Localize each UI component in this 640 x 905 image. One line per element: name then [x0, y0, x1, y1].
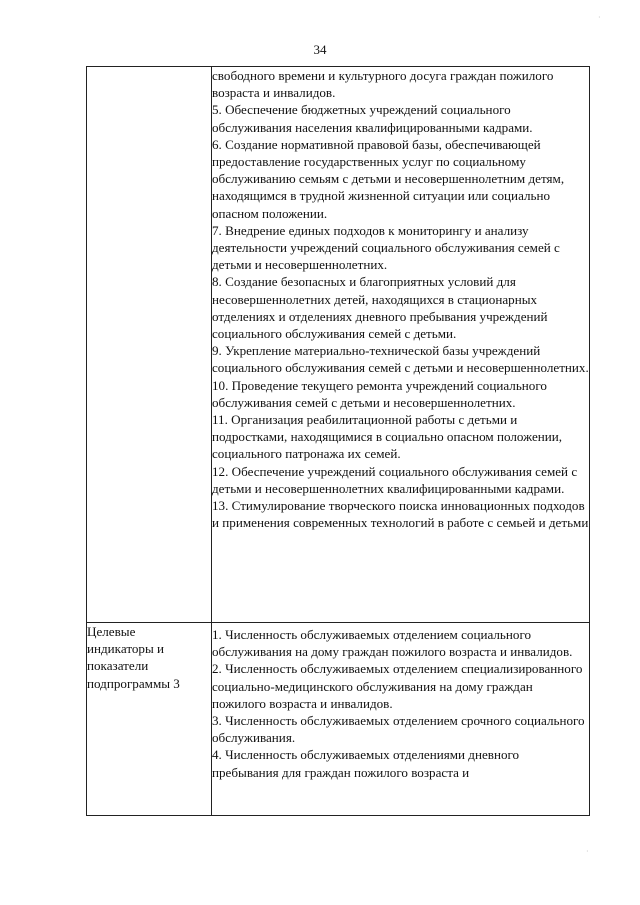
list-item: 12. Обеспечение учреждений социального обслуживания семей с детьми и несовершеннолетних квалифицированными кадрами.: [212, 463, 578, 496]
indicators-list-cell: [212, 623, 590, 816]
list-item: 13. Стимулирование творческого поиска инновационных подходов и применения современных технологий в работе с семьей и детьми: [212, 498, 589, 531]
list-item: 9. Укрепление материально-технической базы учреждений социального обслуживания семей с детьми и несовершеннолетних.: [212, 343, 589, 376]
tasks-list-cell: [212, 67, 590, 623]
row-label-cell: [87, 67, 212, 623]
row-label-line: Целевые: [87, 624, 136, 639]
program-table: [86, 66, 590, 816]
row-label-cell: [87, 623, 212, 816]
list-item: 4. Численность обслуживаемых отделениями дневного пребывания для граждан пожилого возраста и: [212, 747, 520, 780]
list-item: 1. Численность обслуживаемых отделением социального обслуживания на дому граждан пожилого возраста и инвалидов.: [212, 627, 573, 660]
row-label-line: показатели: [87, 658, 149, 674]
list-item: 10. Проведение текущего ремонта учреждений социального обслуживания семей с детьми и несовершеннолетних.: [212, 377, 547, 410]
page-number: 34: [313, 42, 327, 57]
row-label-line: подпрограммы 3: [87, 675, 180, 691]
list-item: 6. Создание нормативной правовой базы, обеспечивающей предоставление государственных услуг по социальному обслуживанию семьям с детьми и несовершеннолетним детям, находящимся в трудной жизненной ситуации или социально опасном положении.: [212, 136, 565, 221]
table-row-tasks-continued: [87, 67, 590, 623]
list-item: 8. Создание безопасных и благоприятных условий для несовершеннолетних детей, находящихся в стационарных отделениях и отделениях дневного пребывания учреждений социального обслуживания семей с детьми.: [212, 274, 548, 342]
table-row-target-indicators: [87, 623, 590, 816]
list-item: 11. Организация реабилитационной работы с детьми и подростками, находящимися в социально опасном положении, социального патронажа их семей.: [212, 412, 563, 462]
scan-dust-mark: ·: [598, 13, 601, 22]
list-item: свободного времени и культурного досуга граждан пожилого возраста и инвалидов.: [212, 68, 554, 101]
list-item: 7. Внедрение единых подходов к мониторингу и анализу деятельности учреждений социального обслуживания семей с детьми и несовершеннолетних.: [212, 222, 560, 273]
list-item: 5. Обеспечение бюджетных учреждений социального обслуживания населения квалифицированными кадрами.: [212, 102, 533, 135]
list-item: 2. Численность обслуживаемых отделением специализированного социально-медицинского обслуживания на дому граждан пожилого возраста и инвалидов.: [212, 661, 583, 711]
list-item: 3. Численность обслуживаемых отделением срочного социального обслуживания.: [212, 713, 585, 746]
row-label-line: индикаторы и: [87, 641, 165, 657]
scan-dust-mark: ·: [586, 847, 589, 856]
